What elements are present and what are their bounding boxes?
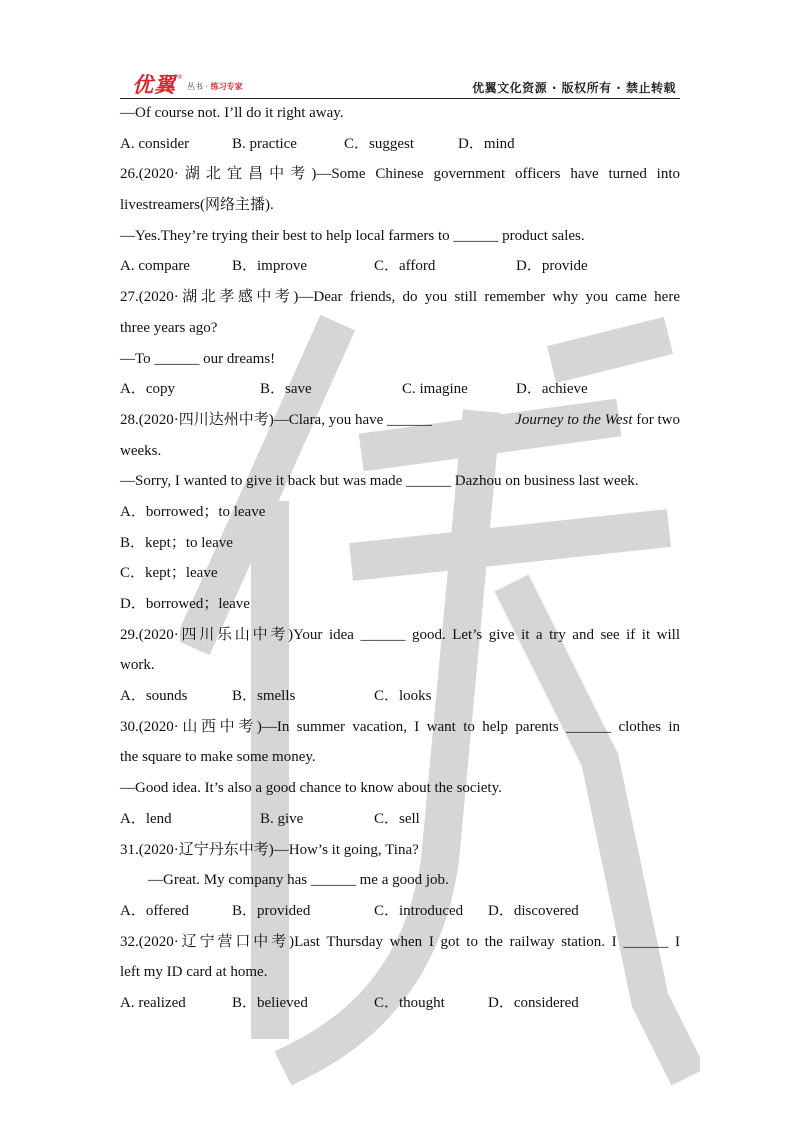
question-29-stem: 29.(2020·四川乐山中考)Your idea ______ good. Let’s give it a try and see if it will (120, 626, 680, 643)
brand-logo (132, 74, 243, 96)
option-a: A．sounds (120, 688, 188, 705)
option-c: C．kept；leave (120, 565, 218, 582)
option-a: A．copy (120, 381, 175, 398)
question-list (120, 98, 680, 1019)
option-b: B．smells (232, 688, 296, 705)
question-28-stem-cont: weeks. (120, 442, 162, 459)
option-b: B．kept；to leave (120, 534, 233, 551)
question-28-stem-end: for two (632, 411, 680, 428)
logo-series-label: 丛书 · (187, 82, 211, 91)
option-a: A．borrowed；to leave (120, 503, 266, 520)
question-31-stem: 31.(2020·辽宁丹东中考)—How’s it going, Tina? (120, 841, 419, 858)
options-q27 (120, 374, 680, 405)
option-c: C．introduced (374, 902, 464, 919)
question-32-stem-cont: left my ID card at home. (120, 964, 268, 981)
option-d: D．provide (516, 258, 588, 275)
option-b: B. practice (232, 135, 297, 152)
option-c: C．looks (374, 688, 432, 705)
option-c: C. imagine (402, 381, 468, 398)
question-30-stem-cont: the square to make some money. (120, 749, 316, 766)
options-q32 (120, 988, 680, 1019)
dialogue-line: —Sorry, I wanted to give it back but was made ______ Dazhou on business last week. (120, 473, 639, 490)
option-b: B．save (260, 381, 312, 398)
option-d: D．mind (458, 135, 515, 152)
question-28-stem-text: 28.(2020·四川达州中考)—Clara, you have ______ (120, 411, 433, 428)
book-title: Journey to the West (515, 411, 633, 428)
option-a: A. consider (120, 135, 190, 152)
page-header (120, 72, 680, 99)
option-c: C．suggest (344, 135, 415, 152)
question-27-stem-cont: three years ago? (120, 319, 218, 336)
logo-series (187, 81, 243, 92)
option-b: B．provided (232, 902, 311, 919)
question-26-stem-cont: livestreamers(网络主播). (120, 197, 274, 214)
option-d: D．achieve (516, 381, 588, 398)
registered-mark: ® (177, 74, 183, 81)
options-q26 (120, 251, 680, 282)
dialogue-line: —Good idea. It’s also a good chance to know about the society. (120, 780, 502, 797)
option-b: B．improve (232, 258, 307, 275)
question-32-stem: 32.(2020·辽宁营口中考)Last Thursday when I got to the railway station. I ______ I (120, 933, 680, 950)
option-d: D．considered (488, 994, 579, 1011)
option-a: A. compare (120, 258, 190, 275)
options-q30 (120, 804, 680, 835)
dialogue-line: —Great. My company has ______ me a good job. (148, 872, 449, 889)
question-30-stem: 30.(2020·山西中考)—In summer vacation, I want to help parents ______ clothes in (120, 718, 680, 735)
options-q31 (120, 896, 680, 927)
logo-tagline: 练习专家 (210, 82, 243, 91)
option-c: C．thought (374, 994, 445, 1011)
option-a: A．offered (120, 902, 189, 919)
option-a: A. realized (120, 994, 186, 1011)
option-b: B．believed (232, 994, 308, 1011)
option-d: D．borrowed；leave (120, 596, 250, 612)
option-b: B. give (260, 810, 304, 827)
question-28-stem (120, 405, 680, 436)
question-28-book-title (515, 405, 680, 436)
options-q29 (120, 681, 680, 712)
question-29-stem-cont: work. (120, 657, 155, 674)
option-c: C．sell (374, 810, 420, 827)
option-a: A．lend (120, 810, 172, 827)
dialogue-line: —To ______ our dreams! (120, 350, 276, 367)
question-27-stem: 27.(2020·湖北孝感中考)—Dear friends, do you still remember why you came here (120, 289, 680, 306)
question-26-stem: 26.(2020·湖北宜昌中考)—Some Chinese government officers have turned into (120, 166, 680, 183)
option-d: D．discovered (488, 902, 579, 919)
options-q25 (120, 129, 680, 160)
option-c: C．afford (374, 258, 436, 275)
copyright-notice: 优翼文化资源 · 版权所有 · 禁止转载 (472, 81, 676, 95)
dialogue-line: —Of course not. I’ll do it right away. (120, 105, 344, 121)
dialogue-line: —Yes.They’re trying their best to help local farmers to ______ product sales. (120, 227, 585, 244)
logo-text: 优翼 (132, 73, 176, 97)
